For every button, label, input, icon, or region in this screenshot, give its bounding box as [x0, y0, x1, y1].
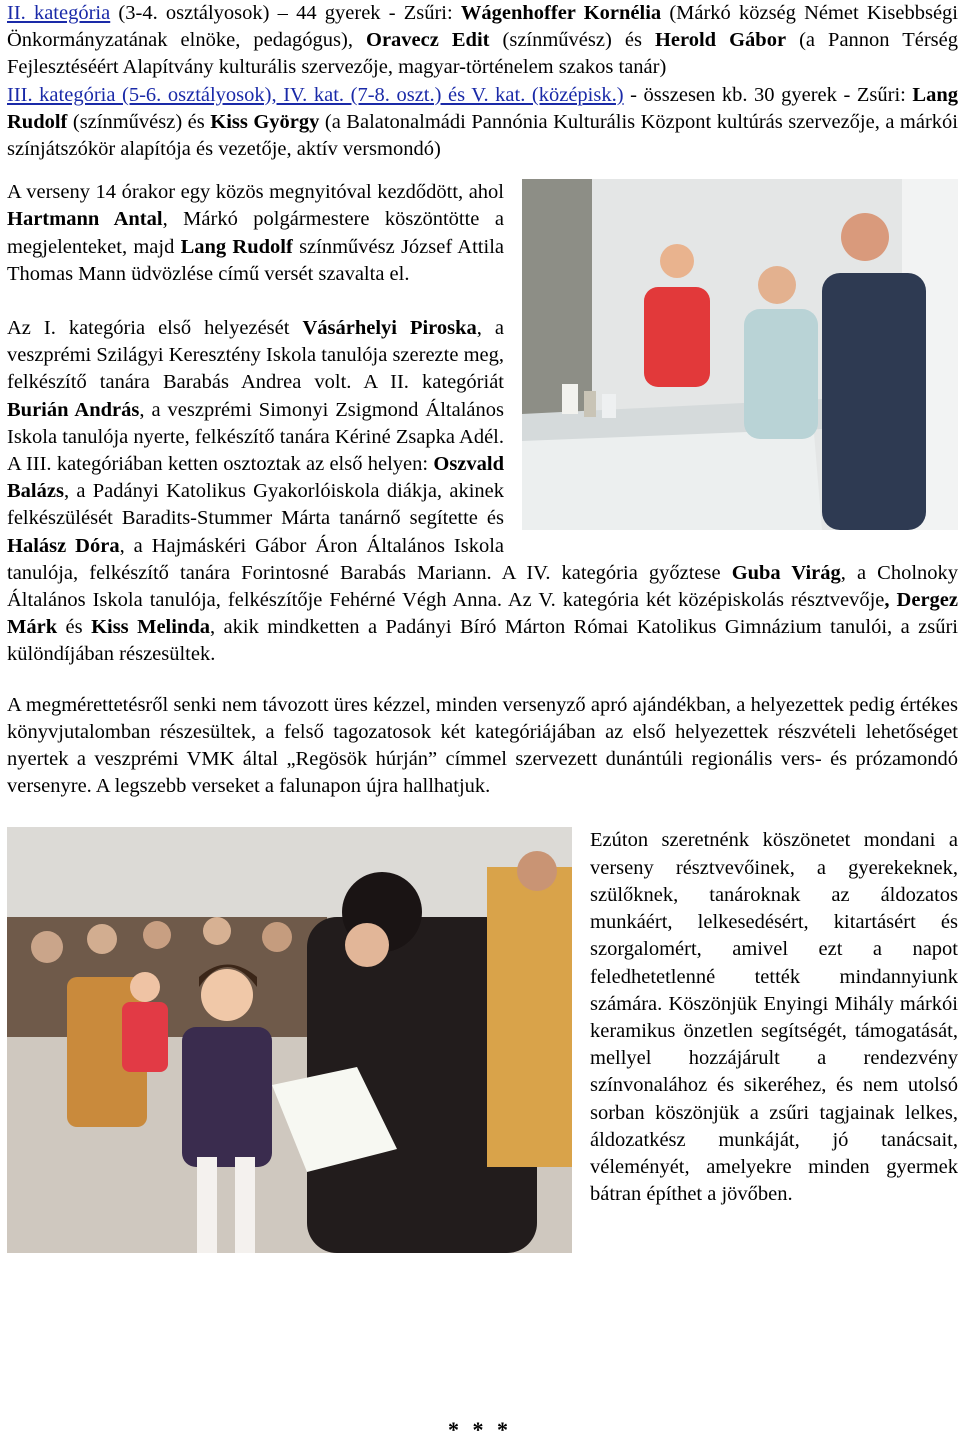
- judge-desc: (a Pannon Térség Fejlesztéséért Alapítvány kulturális szervezője, magyar-történelem szakos tanár): [7, 29, 958, 79]
- winner-name: , Dergez Márk: [7, 589, 958, 639]
- text: A verseny 14 órakor egy közös megnyitóval kezdődött, ahol: [7, 181, 504, 204]
- photo-jury-image: [522, 179, 958, 530]
- judge-desc: (a Balatonalmádi Pannónia Kulturális Központ kultúrás szervezője, a márkói színjátszókör alapítója és vezetője, aktív versmondó): [7, 110, 958, 161]
- judge-name: Oravecz Edit: [366, 29, 490, 52]
- opening-and-results: [7, 179, 958, 668]
- winner-name: Guba Virág: [731, 561, 841, 584]
- winner-name: Halász Dóra: [7, 534, 120, 557]
- judge-desc: (színművész) és: [67, 110, 211, 133]
- prizes-paragraph: A megmérettetésről senki nem távozott üres kézzel, minden versenyző apró ajándékban, a helyezettek pedig értékes könyvjutalomban részesültek, a felső tagozatosok két kategóriájában az első helyezettek részvételi lehetőséget nyertek a veszprémi VMK által „Regösök húrján” címmel szervezett dunántúli regionális vers- és prózamondó versenyre. A legszebb verseket a falunapon újra hallhatjuk.: [7, 693, 958, 798]
- person-name: Lang Rudolf: [180, 235, 293, 258]
- category-3-label: III. kategória (5-6. osztályosok), IV. kat. (7-8. oszt.) és V. kat. (középisk.): [7, 83, 624, 106]
- text: színművész József Attila Thomas Mann üdvözlése című versét szavalta el.: [7, 235, 504, 285]
- photo-award-ceremony: [7, 827, 572, 1253]
- text: Az I. kategória első helyezését: [7, 317, 303, 340]
- thanks-section: [7, 827, 958, 1253]
- winner-name: Kiss Melinda: [91, 616, 210, 639]
- text: , a Hajmáskéri Gábor Áron Általános Iskola tanulója, felkészítő tanára Forintosné Barabás Mariann. A IV. kategória győztese: [7, 534, 732, 584]
- text: , a veszprémi Simonyi Zsigmond Általános Iskola tanulója nyerte, felkészítő tanára Kériné Zsapka Adél. A III. kategóriában ketten osztoztak az első helyen:: [7, 398, 504, 476]
- winner-name: Vásárhelyi Piroska: [302, 317, 477, 340]
- photo-jury-at-table: [522, 179, 958, 530]
- judge-name: Herold Gábor: [654, 29, 787, 52]
- judge-name: Kiss György: [210, 110, 320, 133]
- judge-name: Wágenhoffer Kornélia: [460, 2, 662, 24]
- judges-category-2: [7, 0, 958, 82]
- category-3-details: - összesen kb. 30 gyerek - Zsűri:: [623, 83, 913, 106]
- text: , Márkó polgármestere köszöntötte a megjelenteket, majd: [7, 208, 504, 258]
- text: , akik mindketten a Padányi Bíró Márton Római Katolikus Gimnázium tanulói, a zsűri különdíjában részesültek.: [7, 616, 958, 666]
- category-2-label: II. kategória: [7, 2, 111, 24]
- section-divider: * * *: [448, 1417, 512, 1442]
- judge-desc: (színművész) és: [489, 29, 655, 52]
- photo-award-image: [7, 827, 572, 1253]
- article: [7, 0, 958, 1253]
- category-2-details: (3-4. osztályosok) – 44 gyerek - Zsűri:: [110, 2, 461, 24]
- judges-category-3: [7, 82, 958, 164]
- text: , a Padányi Katolikus Gyakorlóiskola diákja, akinek felkészülését Baradits-Stummer Márta tanárnő segítette és: [7, 480, 504, 530]
- person-name: Hartmann Antal: [7, 208, 163, 231]
- thanks-paragraph: Ezúton szeretnénk köszönetet mondani a verseny résztvevőinek, a gyerekeknek, szülőknek, tanároknak az áldozatos munkáért, lelkesedésért, kitartásért és szorgalomért, amivel ezt a napot feledhetetlenné tették mindannyiunk számára. Köszönjük Enyingi Mihály márkói keramikus önzetlen segítségét, támogatását, mellyel hozzájárult a rendezvény színvonalához és sikeréhez, és nem utolsó sorban köszönjük a zsűri tagjainak lelkes, áldozatkész munkáját, jó tanácsait, véleményét, amelyekre minden gyermek bátran építhet a jövőben.: [590, 829, 958, 1206]
- judge-name: Lang Rudolf: [7, 83, 958, 133]
- text: , a Cholnoky Általános Iskola tanulója, felkészítője Fehérné Végh Anna. Az V. kategória két középiskolás résztvevője: [7, 561, 959, 612]
- winner-name: Oszvald Balázs: [7, 453, 504, 503]
- text: és: [57, 616, 92, 639]
- text: , a veszprémi Szilágyi Keresztény Iskola tanulója szerezte meg, felkészítő tanára Barabás Andrea volt. A II. kategóriát: [7, 317, 504, 394]
- winner-name: Burián András: [7, 398, 140, 421]
- judge-desc: (Márkó község Német Kisebbségi Önkormányzatának elnöke, pedagógus),: [7, 2, 959, 52]
